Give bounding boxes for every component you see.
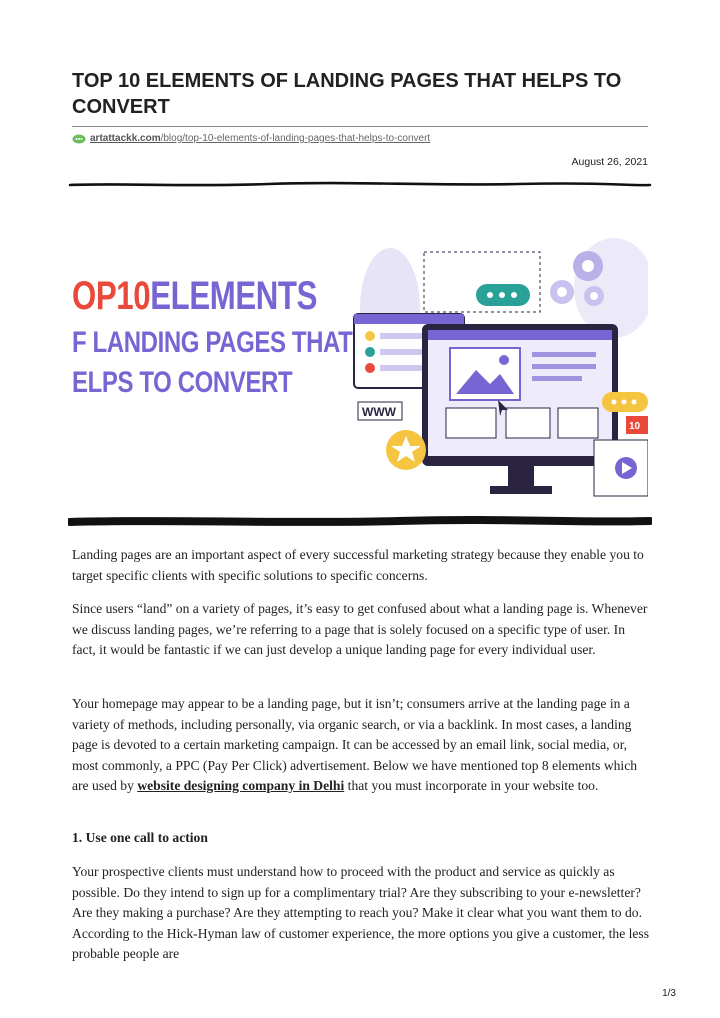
title-divider xyxy=(72,126,648,127)
paragraph-2: Since users “land” on a variety of pages, it’s easy to get confused about what a landing page is. Whenever we discuss landing pages, we’re referring to a page that is solely focused on a specific type of user. In fact, it would be fantastic if we can just develop a unique landing page for every individual user. xyxy=(72,601,648,657)
paragraph-4: Your prospective clients must understand how to proceed with the product and service as quickly as possible. Do they intend to sign up for a complimentary trial? Are they subscribing to your e-newsletter? Are they making a purchase? Are they attempting to reach you? Make it clear what you want them to do. According to the Hick-Hyman law of customer experience, the more options you give a customer, the less probable people are xyxy=(72,864,650,961)
source-path[interactable]: /blog/top-10-elements-of-landing-pages-that-helps-to-convert xyxy=(160,133,431,144)
page-title: TOP 10 ELEMENTS OF LANDING PAGES THAT HELPS TO CONVERT xyxy=(72,70,622,118)
hero-image xyxy=(72,200,648,518)
bottom-brush-divider xyxy=(68,514,652,530)
paragraph-1: Landing pages are an important aspect of every successful marketing strategy because they enable you to target specific clients with specific solutions to specific concerns. xyxy=(72,547,644,583)
top-brush-divider xyxy=(68,180,652,190)
source-domain[interactable]: artattackk.com xyxy=(90,133,161,144)
page-number: 1/3 xyxy=(662,988,676,999)
svg-text:WWW: WWW xyxy=(362,405,396,419)
star-icon xyxy=(386,430,426,470)
cloud-icon xyxy=(72,133,86,144)
hero-title-line1: OP10ELEMENTS xyxy=(72,274,317,318)
hero-title-line2: F LANDING PAGES THAT xyxy=(72,326,353,359)
landing-page-illustration xyxy=(344,228,648,518)
section-heading-1: 1. Use one call to action xyxy=(72,830,208,845)
chat-bubble-icon xyxy=(476,284,530,306)
svg-text:10: 10 xyxy=(629,421,641,432)
hero-title-line3: ELPS TO CONVERT xyxy=(72,366,293,399)
chat-bubble-right-icon xyxy=(602,392,648,412)
source-link[interactable] xyxy=(72,133,430,144)
play-icon xyxy=(615,457,637,479)
publish-date: August 26, 2021 xyxy=(571,156,648,168)
website-designing-link[interactable]: website designing company in Delhi xyxy=(137,778,345,793)
paragraph-3: Your homepage may appear to be a landing page, but it isn’t; consumers arrive at the landing page in a variety of methods, including personally, via organic search, or via a backlink. In most cases, a landing page is devoted to a certain marketing campaign. It can be accessed by an email link, social media, or, most commonly, a PPC (Pay Per Click) advertisement. Below we have mentioned top 8 elements which are used by website designing company in Delhi that you must incorporate in your website too. xyxy=(72,696,638,793)
